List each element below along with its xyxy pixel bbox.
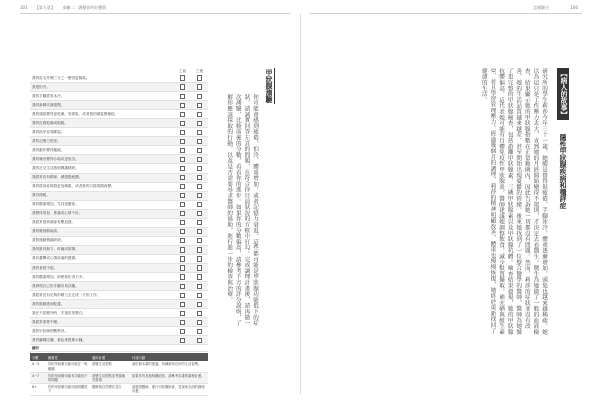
before-checkbox[interactable]	[174, 311, 191, 316]
checklist-item-text: 我的頭髮變得更乾燥，易掉髮、或者我的頭髮變稀疏。	[32, 111, 119, 116]
checklist-item	[30, 237, 208, 246]
right-page-number: 100	[570, 5, 578, 10]
after-checkbox[interactable]	[191, 302, 208, 307]
checklist-item-text: 我的食慾不振。	[32, 265, 58, 270]
checklist-item-text: 我經常沒有精神，總感覺疲憊。	[32, 175, 83, 180]
score-row	[30, 361, 208, 372]
checklist-item	[30, 164, 208, 173]
checklist-item-text: 我對運動興趣缺缺。	[32, 238, 65, 243]
after-checkbox[interactable]	[191, 265, 208, 270]
checklist-item-text: 我的眉毛外側三分之一變得更稀疏。	[32, 75, 90, 80]
after-checkbox[interactable]	[191, 229, 208, 234]
checklist-item	[30, 201, 208, 210]
checklist-item	[30, 174, 208, 183]
after-checkbox[interactable]	[191, 166, 208, 171]
after-checkbox[interactable]	[191, 112, 208, 117]
checklist-item-text: 我的甲狀腺指數異常。	[32, 328, 68, 333]
after-checkbox[interactable]	[191, 211, 208, 216]
checklist-item-text: 我在天氣變冷時，手指容易變白。	[32, 310, 86, 315]
left-chapter-label: 【第九章】	[34, 5, 55, 10]
score-header-cell: 適用計畫	[90, 353, 130, 361]
checklist-item	[30, 309, 208, 318]
checklist-item-text: 我的眼睛感到乾澀。	[32, 301, 65, 306]
checklist-item	[30, 128, 208, 137]
before-checkbox[interactable]	[174, 130, 191, 135]
before-checkbox[interactable]	[174, 265, 191, 270]
after-checkbox[interactable]	[191, 274, 208, 279]
checklist-item-text: 我的指甲容易斷裂。	[32, 129, 65, 134]
after-checkbox[interactable]	[191, 157, 208, 162]
before-checkbox[interactable]	[174, 94, 191, 99]
after-checkbox[interactable]	[191, 75, 208, 80]
checklist-item-text: 我的肌肉無力、疼痛或痙攣。	[32, 247, 79, 252]
checklist-item	[30, 336, 208, 345]
checklist-item-text: 我發現自己的手腳容易浮腫。	[32, 283, 79, 288]
checklist-item	[30, 318, 208, 327]
checklist-item	[30, 273, 208, 282]
before-column-label: 之前	[178, 68, 187, 73]
before-checkbox[interactable]	[174, 175, 191, 180]
score-cell: 醫療與自然療法並行	[90, 384, 130, 395]
checklist-item	[30, 192, 208, 201]
checklist-item	[30, 146, 208, 155]
left-section-label: 步驟二：調整你的好體質	[62, 5, 107, 10]
checklist-item	[30, 255, 208, 264]
after-checkbox[interactable]	[191, 84, 208, 89]
checklist-item-text: 我的膽固醇偏高。	[32, 229, 61, 234]
after-checkbox[interactable]	[191, 139, 208, 144]
left-page-number: 101	[20, 5, 28, 10]
after-checkbox[interactable]	[191, 202, 208, 207]
score-cell: 請諮詢醫師，進行甲狀腺檢查，並採取全面的調理計畫。	[130, 384, 208, 395]
checklist-item-text: 我的新陳代謝很慢。	[32, 102, 65, 107]
before-checkbox[interactable]	[174, 274, 191, 279]
checklist-item	[30, 101, 208, 110]
checklist-item-text: 我變得易怒、焦慮或心情不好。	[32, 211, 83, 216]
checklist-item	[30, 155, 208, 164]
checklist-item-text: 我的體重增加，即使我吃得不多。	[32, 274, 86, 279]
checklist-item-text: 我有便秘。	[32, 193, 50, 198]
checklist-item	[30, 119, 208, 128]
right-running-header	[533, 5, 584, 11]
checklist-item	[30, 183, 208, 192]
after-checkbox[interactable]	[191, 103, 208, 108]
before-checkbox[interactable]	[174, 329, 191, 334]
after-checkbox[interactable]	[191, 338, 208, 343]
score-row	[30, 384, 208, 395]
checklist-item	[30, 110, 208, 119]
score-cell: 改變生活型態	[90, 361, 130, 372]
checklist-item	[30, 137, 208, 146]
after-checkbox[interactable]	[191, 94, 208, 99]
score-cell: 0~3	[30, 361, 46, 372]
patient-story-subtitle: 隱性甲狀腺疾病和穩評症	[558, 134, 566, 209]
after-checkbox[interactable]	[191, 329, 208, 334]
score-cell: 8+	[30, 384, 46, 395]
before-checkbox[interactable]	[174, 121, 191, 126]
checklist-item-text: 我經常需要午睡。	[32, 319, 61, 324]
checklist-item	[30, 282, 208, 291]
after-checkbox[interactable]	[191, 284, 208, 289]
after-checkbox[interactable]	[191, 130, 208, 135]
before-checkbox[interactable]	[174, 157, 191, 162]
checklist-item-text: 我的記憶力很差。	[32, 138, 61, 143]
before-checkbox[interactable]	[174, 184, 191, 189]
before-checkbox[interactable]	[174, 293, 191, 298]
checklist-item-text: 我經常沒有足夠的精力去完成一天的工作。	[32, 292, 101, 297]
after-checkbox[interactable]	[191, 148, 208, 153]
after-checkbox[interactable]	[191, 311, 208, 316]
right-section-label: 怎樣解方	[533, 5, 550, 10]
page-gutter	[300, 14, 301, 394]
thyroid-checklist	[30, 68, 208, 396]
after-checkbox[interactable]	[191, 320, 208, 325]
checklist-item	[30, 291, 208, 300]
checklist-item	[30, 219, 208, 228]
after-checkbox[interactable]	[191, 175, 208, 180]
after-checkbox[interactable]	[191, 256, 208, 261]
checklist-rows	[30, 74, 208, 345]
total-row: 總計	[30, 345, 208, 352]
before-checkbox[interactable]	[174, 284, 191, 289]
checklist-item	[30, 264, 208, 273]
checklist-item-text: 我的動作變得遲緩。	[32, 147, 65, 152]
before-checkbox[interactable]	[174, 338, 191, 343]
score-cell: 你的甲狀腺功能可能明顯低下	[46, 384, 90, 395]
score-cell: 你的甲狀腺功能可能在一般範圍	[46, 361, 90, 372]
checklist-item-text: 我的腳踝浮腫，看起來很像水腫。	[32, 337, 86, 342]
after-checkbox[interactable]	[191, 220, 208, 225]
after-checkbox[interactable]	[191, 193, 208, 198]
before-checkbox[interactable]	[174, 139, 191, 144]
after-checkbox[interactable]	[191, 184, 208, 189]
checklist-item-text: 我的皮膚乾燥或粗糙。	[32, 120, 68, 125]
before-checkbox[interactable]	[174, 75, 191, 80]
checklist-item	[30, 327, 208, 336]
checklist-item-text: 我的嗓音變得沙啞或更低沉。	[32, 156, 79, 161]
before-checkbox[interactable]	[174, 238, 191, 243]
after-checkbox[interactable]	[191, 238, 208, 243]
score-header-cell: 付諸行動	[130, 353, 208, 361]
score-table	[30, 353, 208, 395]
checklist-item	[30, 83, 208, 92]
before-checkbox[interactable]	[174, 112, 191, 117]
before-checkbox[interactable]	[174, 302, 191, 307]
after-column-label: 之後	[195, 68, 204, 73]
score-row	[30, 372, 208, 383]
left-header-rule	[20, 13, 290, 14]
checklist-item	[30, 300, 208, 309]
before-checkbox[interactable]	[174, 193, 191, 198]
checklist-item-text: 我的手腳經常冰冷。	[32, 93, 65, 98]
left-running-header	[20, 5, 112, 11]
score-header-cell: 嚴重性	[46, 353, 90, 361]
score-cell: 如果你有其他相關症狀，請參考本書的調理計畫。	[130, 372, 208, 383]
quiz-body-text: 你可能會感到疲倦、怕冷、體重增加，或者記憶力衰退。這些都可能是甲狀腺功能低下的症狀。請誠實回答左頁的問題，在符合你目前狀況的方框中打勾。完成調理計畫後，請再做一次測驗，比較前後的分數，看看你的進步。如果你的分數偏高，請參考下方的評分說明，了解你應該採取的行動，以及是否需要尋求醫師的協助，進行進一步的檢查與治療。	[226, 94, 258, 326]
quiz-heading: 甲狀腺測驗	[262, 68, 275, 104]
score-cell: 你的甲狀腺可能有功能低下的問題	[46, 372, 90, 383]
before-checkbox[interactable]	[174, 247, 191, 252]
before-checkbox[interactable]	[174, 256, 191, 261]
before-checkbox[interactable]	[174, 84, 191, 89]
score-table-header	[30, 353, 208, 361]
score-cell: 請依照本書的建議，持續維持良好的生活習慣。	[130, 361, 208, 372]
before-checkbox[interactable]	[174, 211, 191, 216]
right-header-rule	[310, 13, 582, 14]
score-header-cell: 分數	[30, 353, 46, 361]
patient-story-body: 研究所的學生莉莎今年三十一歲，她總是覺得很疲倦，手腳冰冷，體重逐漸增加，頭髮也越來越稀疏。她以為這只是工作壓力太大，直到她的月經開始變得不規則，才決定去看醫生。醫生為她做了一般的血液檢查，結果顯示她的甲狀腺指數在正常範圍內，因此告訴她一切都沒有問題。然而，莉莎的症狀並沒有改善，她的生活品質越來越差，甚至開始出現憂鬱的情緒。後來她找到了一位整合醫學的醫師，醫師為她做了更完整的甲狀腺檢查，包括游離甲狀腺素、三碘甲狀腺素以及甲狀腺抗體。檢查結果發現，她的甲狀腺抗體偏高，這代表她可能有自體免疫性甲狀腺炎。醫師建議她調整飲食，減少麩質攝取，補充硒與維生素D，並且學習管理壓力。經過幾個月的調理，莉莎的精神明顯改善，體重也慢慢恢復，她終於重新找回了健康的生活。	[480, 68, 547, 335]
before-checkbox[interactable]	[174, 166, 191, 171]
after-checkbox[interactable]	[191, 247, 208, 252]
checklist-item	[30, 74, 208, 83]
patient-story-label: 【病人的故事】	[559, 70, 567, 118]
checklist-item-text: 我的經前症候群更加嚴重，或者我的月經周期改變。	[32, 184, 115, 189]
checklist-item-text: 我很怕冷。	[32, 84, 50, 89]
before-checkbox[interactable]	[174, 229, 191, 234]
before-checkbox[interactable]	[174, 202, 191, 207]
checklist-item	[30, 210, 208, 219]
score-cell: 改變生活型態並考慮補充營養	[90, 372, 130, 383]
checklist-item-text: 我的社交生活感到興趣缺缺。	[32, 165, 79, 170]
after-checkbox[interactable]	[191, 121, 208, 126]
after-checkbox[interactable]	[191, 293, 208, 298]
checklist-item	[30, 246, 208, 255]
before-checkbox[interactable]	[174, 320, 191, 325]
checklist-item	[30, 228, 208, 237]
checklist-item	[30, 92, 208, 101]
before-checkbox[interactable]	[174, 103, 191, 108]
checklist-item-text: 我經常感到頭部有壓迫感。	[32, 220, 76, 225]
before-checkbox[interactable]	[174, 148, 191, 153]
before-checkbox[interactable]	[174, 220, 191, 225]
score-cell: 4~7	[30, 372, 46, 383]
checklist-item-text: 我有憂鬱或心情低落的感覺。	[32, 256, 79, 261]
checklist-item-text: 我的體重增加，尤其是腰部。	[32, 202, 79, 207]
